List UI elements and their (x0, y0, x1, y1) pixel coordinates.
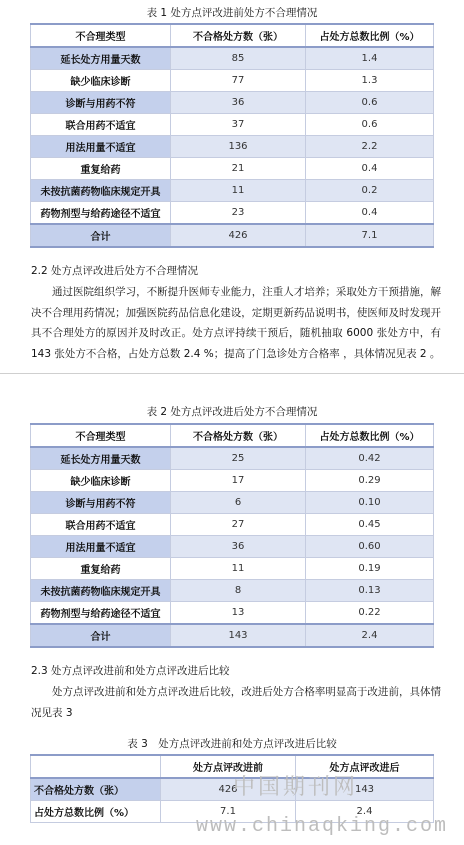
after-cell: 2.4 (296, 801, 434, 823)
table-row (31, 558, 434, 580)
table-row (31, 492, 434, 514)
ratio-cell: 0.2 (306, 180, 434, 202)
table-total-row (31, 224, 434, 247)
before-cell: 426 (161, 778, 296, 801)
row-label: 诊断与用药不符 (31, 492, 171, 514)
table-row (31, 580, 434, 602)
count-cell: 6 (171, 492, 306, 514)
row-label: 合计 (31, 224, 171, 247)
watermark-chinese: 中国期刊网 (233, 775, 359, 800)
table-row (31, 202, 434, 225)
ratio-cell: 1.3 (306, 70, 434, 92)
table1 (30, 23, 434, 248)
count-cell: 25 (171, 447, 306, 470)
count-cell: 426 (171, 224, 306, 247)
table3-caption: 表 3 处方点评改进前和处方点评改进后比较 (127, 738, 337, 750)
count-cell: 23 (171, 202, 306, 225)
count-cell: 36 (171, 536, 306, 558)
row-label: 重复给药 (31, 158, 171, 180)
table3-header-after: 处方点评改进后 (296, 755, 434, 778)
table-row (31, 778, 434, 801)
count-cell: 8 (171, 580, 306, 602)
table1-caption: 表 1 处方点评改进前处方不合理情况 (146, 7, 318, 19)
row-label: 未按抗菌药物临床规定开具 (31, 180, 171, 202)
table2-caption: 表 2 处方点评改进后处方不合理情况 (146, 406, 318, 418)
row-label: 延长处方用量天数 (31, 47, 171, 70)
row-label: 联合用药不适宜 (31, 514, 171, 536)
ratio-cell: 0.60 (306, 536, 434, 558)
table2 (30, 423, 434, 648)
row-label: 缺少临床诊断 (31, 470, 171, 492)
count-cell: 136 (171, 136, 306, 158)
row-label: 占处方总数比例（%） (31, 801, 161, 823)
table2-header-ratio: 占处方总数比例（%） (306, 424, 434, 447)
table-row (31, 602, 434, 625)
table1-header-type: 不合理类型 (31, 24, 171, 47)
ratio-cell: 0.6 (306, 114, 434, 136)
table3-header-empty (31, 755, 161, 778)
row-label: 不合格处方数（张） (31, 778, 161, 801)
ratio-cell: 0.29 (306, 470, 434, 492)
count-cell: 36 (171, 92, 306, 114)
row-label: 延长处方用量天数 (31, 447, 171, 470)
row-label: 联合用药不适宜 (31, 114, 171, 136)
count-cell: 77 (171, 70, 306, 92)
section-2-2-paragraph: 通过医院组织学习，不断提升医师专业能力，注重人才培养；采取处方干预措施，解决不合理用药情况；加强医院药品信息化建设，定期更新药品说明书，使医师及时发现开具不合理处方的原因并及时改正。处方点评持续干预后，随机抽取 6000 张处方中，有 143 张处方不合格，占处方总数 2.4 %；提高了门急诊处方合格率 ，具体情况见表 2 。 (31, 286, 441, 360)
row-label: 诊断与用药不符 (31, 92, 171, 114)
table2-header-type: 不合理类型 (31, 424, 171, 447)
table-row (31, 158, 434, 180)
ratio-cell: 0.22 (306, 602, 434, 625)
ratio-cell: 2.2 (306, 136, 434, 158)
table-row (31, 470, 434, 492)
row-label: 未按抗菌药物临床规定开具 (31, 580, 171, 602)
table-row (31, 514, 434, 536)
count-cell: 21 (171, 158, 306, 180)
count-cell: 143 (171, 624, 306, 647)
count-cell: 37 (171, 114, 306, 136)
row-label: 重复给药 (31, 558, 171, 580)
before-cell: 7.1 (161, 801, 296, 823)
ratio-cell: 0.10 (306, 492, 434, 514)
table-row (31, 47, 434, 70)
table-total-row (31, 624, 434, 647)
row-label: 缺少临床诊断 (31, 70, 171, 92)
table-row (31, 92, 434, 114)
ratio-cell: 0.45 (306, 514, 434, 536)
section-2-3-heading: 2.3 处方点评改进前和处方点评改进后比较 (31, 665, 230, 677)
table-row (31, 536, 434, 558)
row-label: 用法用量不适宜 (31, 536, 171, 558)
table2-header-count: 不合格处方数（张） (171, 424, 306, 447)
row-label: 用法用量不适宜 (31, 136, 171, 158)
table-row (31, 70, 434, 92)
ratio-cell: 0.13 (306, 580, 434, 602)
ratio-cell: 0.4 (306, 158, 434, 180)
table-row (31, 447, 434, 470)
table-row (31, 136, 434, 158)
row-label: 合计 (31, 624, 171, 647)
table-row (31, 180, 434, 202)
count-cell: 13 (171, 602, 306, 625)
section-2-3-paragraph: 处方点评改进前和处方点评改进后比较，改进后处方合格率明显高于改进前，具体情况见表 3 (31, 686, 441, 719)
ratio-cell: 0.4 (306, 202, 434, 225)
table-row (31, 114, 434, 136)
ratio-cell: 1.4 (306, 47, 434, 70)
table3-header-before: 处方点评改进前 (161, 755, 296, 778)
count-cell: 27 (171, 514, 306, 536)
count-cell: 11 (171, 558, 306, 580)
table1-header-ratio: 占处方总数比例（%） (306, 24, 434, 47)
count-cell: 85 (171, 47, 306, 70)
ratio-cell: 7.1 (306, 224, 434, 247)
row-label: 药物剂型与给药途径不适宜 (31, 202, 171, 225)
section-2-2-heading: 2.2 处方点评改进后处方不合理情况 (31, 265, 199, 277)
row-label: 药物剂型与给药途径不适宜 (31, 602, 171, 625)
after-cell: 143 (296, 778, 434, 801)
ratio-cell: 0.42 (306, 447, 434, 470)
count-cell: 17 (171, 470, 306, 492)
ratio-cell: 0.6 (306, 92, 434, 114)
watermark-url: www.chinaqking.com (196, 815, 449, 838)
table1-header-count: 不合格处方数（张） (171, 24, 306, 47)
ratio-cell: 2.4 (306, 624, 434, 647)
count-cell: 11 (171, 180, 306, 202)
table3 (30, 754, 434, 823)
page-divider (0, 373, 464, 374)
ratio-cell: 0.19 (306, 558, 434, 580)
